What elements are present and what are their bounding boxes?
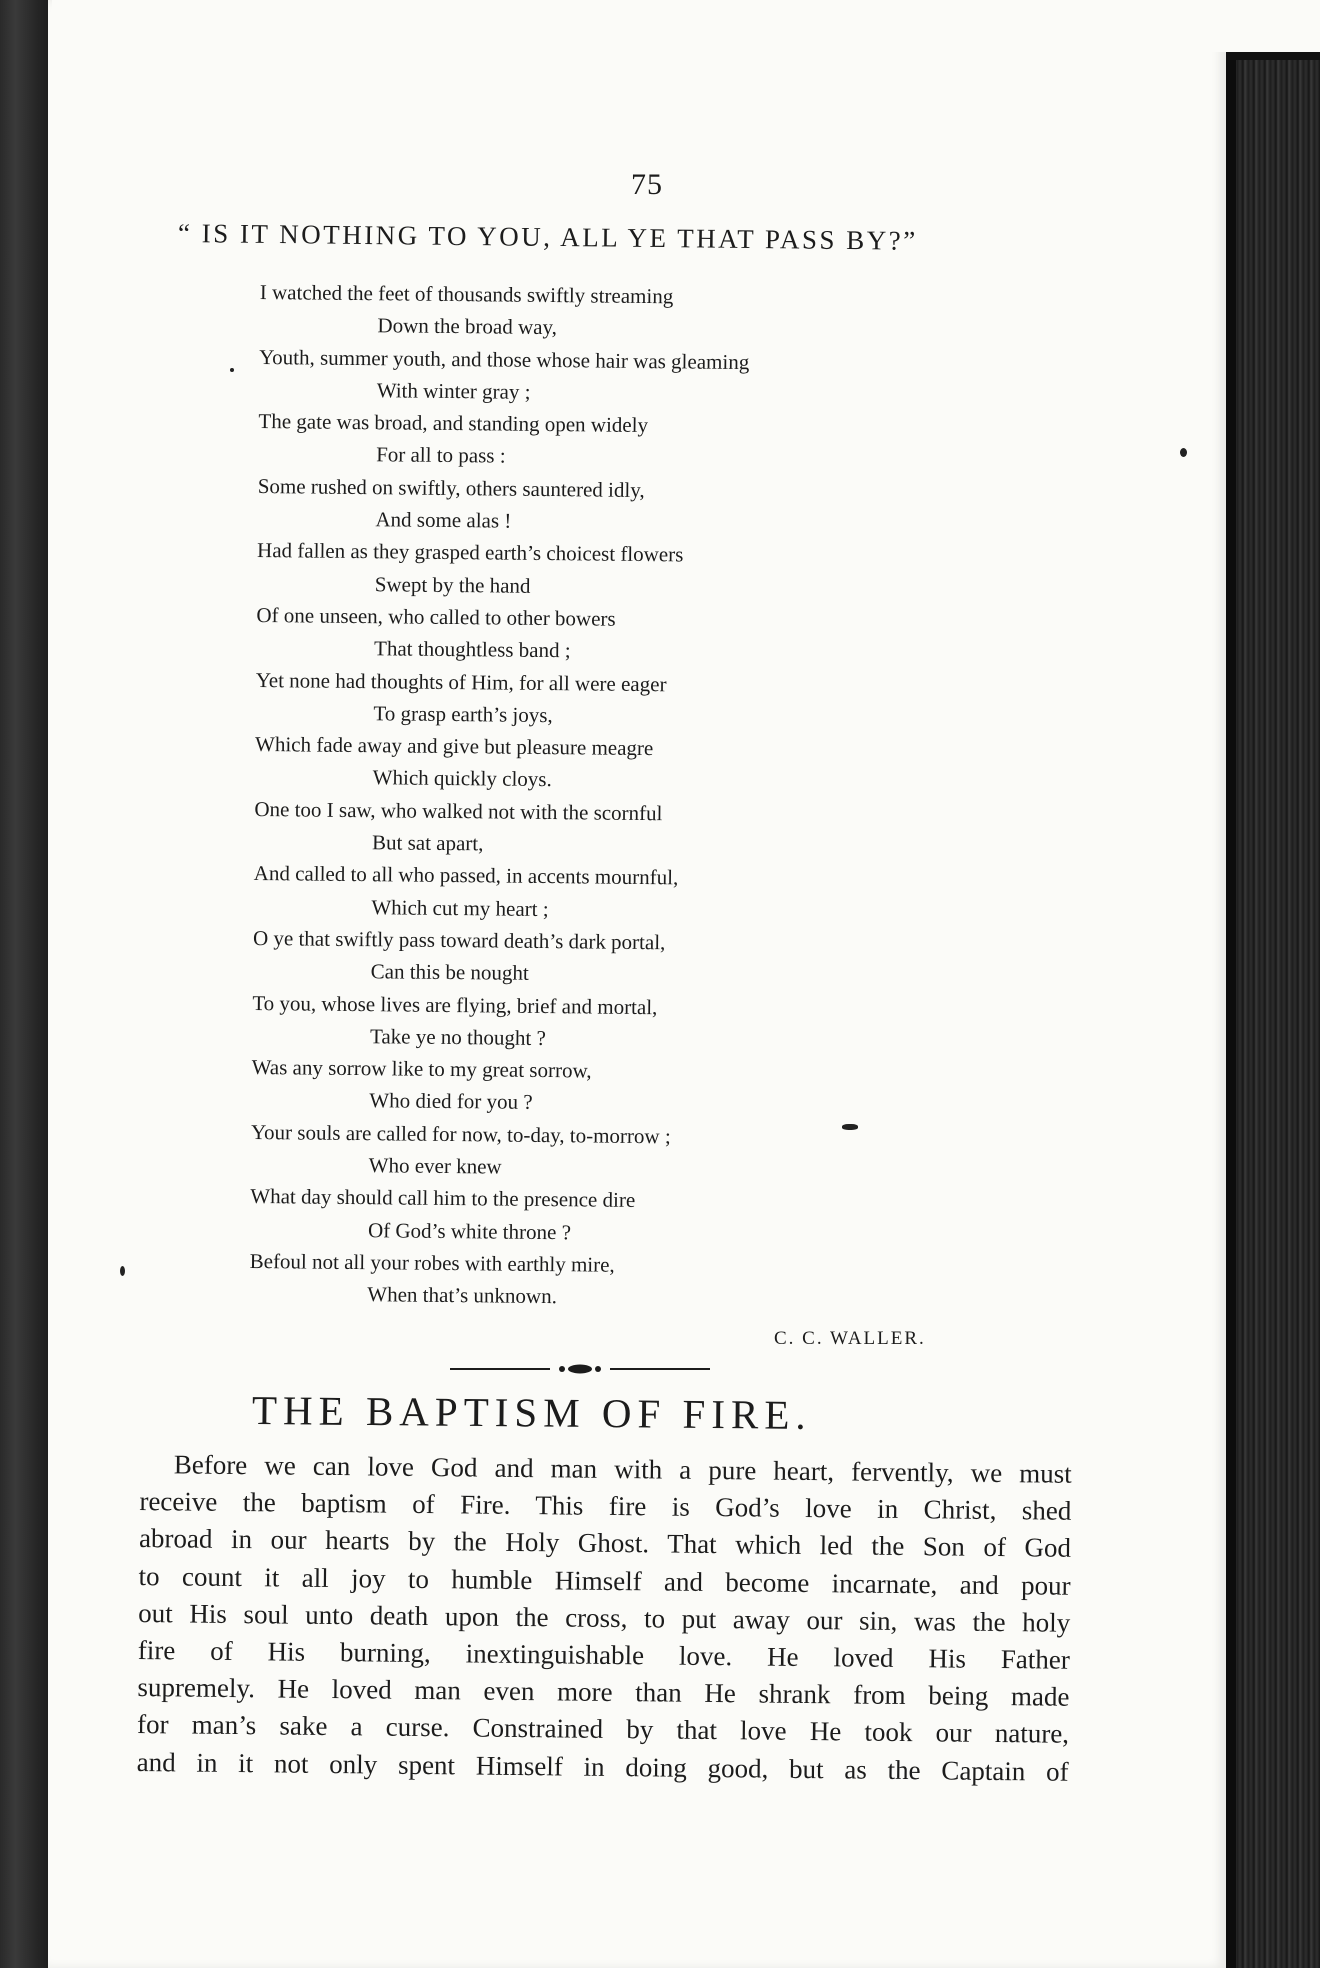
section-body [136,1446,1071,1790]
poem-line: Who ever knew [368,1153,502,1179]
poem-line: Had fallen as they grasped earth’s choicest flowers [257,538,684,567]
section-title: THE BAPTISM OF FIRE. [251,1387,812,1438]
spine-shadow [1226,60,1236,1968]
poem-line: Which fade away and give but pleasure meagre [254,732,654,761]
poem-line: One too I saw, who walked not with the scornful [254,796,663,825]
poem-line: Of God’s white throne ? [367,1217,572,1244]
page-sheet [48,0,1226,1968]
ink-speck [1180,448,1187,457]
book-spine [1226,60,1320,1968]
ink-speck [842,1124,858,1130]
poem-line: And some alas ! [375,507,512,533]
poem-line: But sat apart, [371,830,484,856]
poem-line: Swept by the hand [374,571,531,598]
page-top-margin [52,0,1320,52]
poem-line: Youth, summer youth, and those whose hair was gleaming [259,344,750,374]
poem-line: Which quickly cloys. [372,765,552,792]
poem-line: For all to pass : [376,442,506,469]
paragraph-line: and in it not only spent Himself in doing good, but as the Captain of [136,1746,1069,1787]
poem-line: Yet none had thoughts of Him, for all were eager [255,667,667,696]
poem-body [249,276,960,1317]
paragraph-line: out His soul unto death upon the cross, to put away our sin, was the holy [138,1597,1071,1638]
poem-line: With winter gray ; [376,378,531,404]
ink-speck [230,368,234,372]
poem-line: Some rushed on swiftly, others sauntered idly, [257,473,645,502]
poem-line: O ye that swiftly pass toward death’s dark portal, [252,925,666,955]
ink-speck [120,1266,125,1276]
poem-line: Can this be nought [370,959,529,986]
poem-line: Of one unseen, who called to other bowers [256,602,616,631]
paragraph-line: supremely. He loved man even more than He shrank from being made [137,1672,1070,1712]
poem-title: “ IS IT NOTHING TO YOU, ALL YE THAT PASS BY?” [177,218,918,256]
poem-author: C. C. WALLER. [774,1328,926,1349]
poem-line: Befoul not all your robes with earthly mire, [249,1248,615,1277]
ornamental-divider [450,1363,710,1375]
poem-line: Who died for you ? [369,1088,533,1115]
left-page-edge [0,0,52,1968]
poem-line: Your souls are called for now, to-day, to-morrow ; [250,1119,671,1149]
poem-line: Which cut my heart ; [371,894,549,921]
poem-line: Was any sorrow like to my great sorrow, [251,1055,592,1083]
poem-line: I watched the feet of thousands swiftly streaming [259,279,674,309]
poem-line: That thoughtless band ; [373,636,571,663]
paragraph-line: fire of His burning, inextinguishable love. He loved His Father [137,1634,1070,1675]
poem-line: The gate was broad, and standing open widely [258,409,649,438]
paragraph-line: to count it all joy to humble Himself and become incarnate, and pour [138,1560,1071,1601]
poem-line: What day should call him to the presence dire [250,1184,636,1213]
poem-line: When that’s unknown. [367,1282,558,1309]
page-number: 75 [631,168,663,201]
poem-line: To you, whose lives are flying, brief and mortal, [252,990,658,1019]
poem-line: To grasp earth’s joys, [373,701,553,727]
poem-line: Take ye no thought ? [369,1024,546,1050]
paragraph-line: for man’s sake a curse. Constrained by that love He took our nature, [136,1709,1070,1750]
paragraph-line: receive the baptism of Fire. This fire is God’s love in Christ, shed [139,1486,1072,1526]
poem-line: Down the broad way, [377,313,558,340]
poem-line: And called to all who passed, in accents mournful, [253,861,679,890]
paragraph-line: abroad in our hearts by the Holy Ghost. That which led the Son of God [138,1523,1072,1564]
paragraph-line: Before we can love God and man with a pure heart, fervently, we must [173,1449,1072,1489]
